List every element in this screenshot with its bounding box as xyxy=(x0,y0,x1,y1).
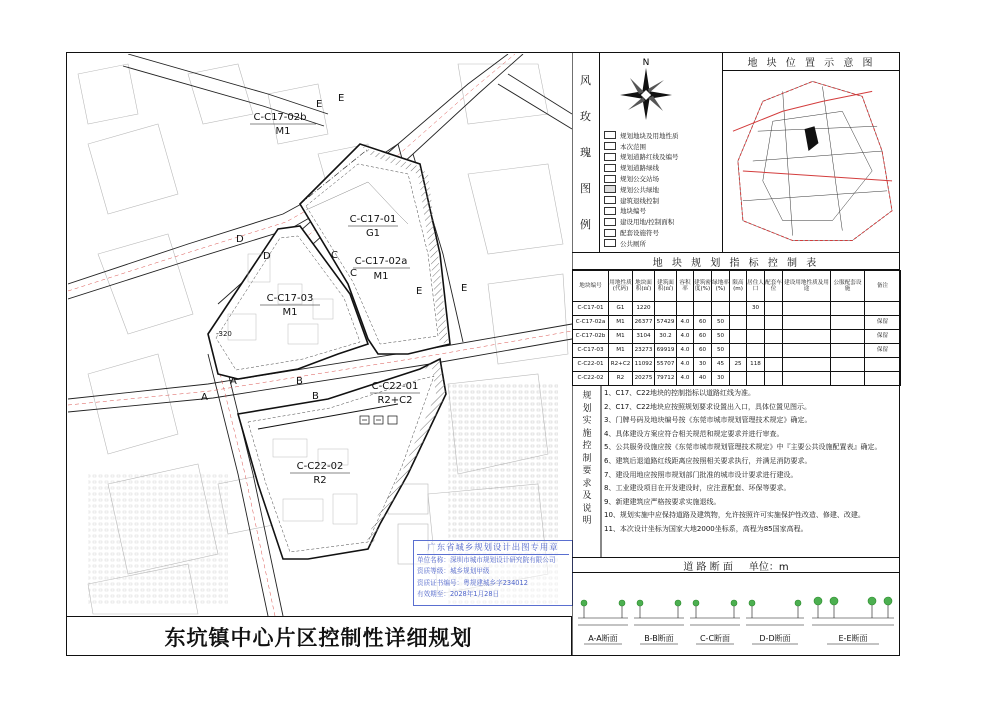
road-label-b2: B xyxy=(312,391,319,402)
legend-item: 规划道路绿线 xyxy=(604,162,714,173)
table-row: C-C17-01 G1 1220 30 xyxy=(573,302,901,316)
legend-item: 规划道路红线及编号 xyxy=(604,152,714,163)
legend-item: 地块编号 xyxy=(604,206,714,217)
note-item: 7、建设用地应按照市规划部门批准的城市设计要求进行建设。 xyxy=(604,470,798,479)
road-label-c1: C xyxy=(331,250,338,261)
road-label-a2: A xyxy=(230,376,237,387)
table-header: 用地性质(代码) xyxy=(609,271,633,302)
legend-item: 本次范围 xyxy=(604,141,714,152)
legend-swatch-icon xyxy=(604,185,616,193)
legend-title-char: 风 xyxy=(580,74,591,87)
road-label-d2: D xyxy=(263,251,271,262)
indicator-table xyxy=(572,270,901,386)
site-location-marker xyxy=(805,126,819,151)
notes-label-column xyxy=(576,390,598,528)
parcel-use-c17-02a: M1 xyxy=(373,271,389,282)
notes-label-char: 划 xyxy=(582,403,592,414)
parcel-code-c22-02: C-C22-02 xyxy=(296,461,344,472)
road-section-header xyxy=(572,557,900,573)
table-row: C-C22-02 R2 20275 79712 4.0 40 30 xyxy=(573,372,901,386)
parcel-use-c17-02b: M1 xyxy=(275,126,291,137)
table-header: 建筑面积(㎡) xyxy=(655,271,677,302)
table-row: C-C22-01 R2+C2 11092 55707 4.0 30 45 25 118 xyxy=(573,358,901,372)
table-header: 公服配套设施 xyxy=(831,271,865,302)
stamp-line: 有效期至：2028年1月28日 xyxy=(417,590,500,598)
road-label-e2: E xyxy=(338,93,345,104)
legend-title-char: 瑰 xyxy=(580,146,591,159)
design-stamp xyxy=(413,540,573,606)
notes-divider xyxy=(600,385,602,557)
road-section-label-dd: D-D断面 xyxy=(759,634,791,643)
legend-title-column xyxy=(572,52,600,252)
note-item: 6、建筑后退道路红线距离应按照相关要求执行，并满足消防要求。 xyxy=(604,456,812,465)
legend-swatch-icon xyxy=(604,131,616,139)
table-header-row xyxy=(573,271,901,302)
legend-swatch-icon xyxy=(604,164,616,172)
legend-swatch-icon xyxy=(604,229,616,237)
note-item: 4、具体建设方案应符合相关规范和规定要求并进行审查。 xyxy=(604,429,784,438)
road-section-title: 道 路 断 面 xyxy=(683,561,733,573)
road-label-e3: E xyxy=(416,286,423,297)
legend-swatch-icon xyxy=(604,239,616,247)
table-header: 建设用地性质及用途 xyxy=(783,271,831,302)
elevation-label: -320 xyxy=(216,330,232,338)
road-section-unit: 单位：m xyxy=(748,561,789,573)
legend-item: 规划公交站场 xyxy=(604,173,714,184)
location-map-title: 地 块 位 置 示 意 图 xyxy=(722,52,900,71)
parcel-use-c17-03: M1 xyxy=(282,307,298,318)
road-label-b1: B xyxy=(296,376,303,387)
stamp-title: 广东省城乡规划设计出图专用章 xyxy=(417,542,569,555)
planning-map xyxy=(68,54,572,616)
note-item: 8、工业建设项目在开发建设时，应注意配套、环保等要求。 xyxy=(604,484,791,493)
road-section-drawings xyxy=(572,573,900,656)
notes-label-char: 说 xyxy=(582,503,592,514)
north-label: N xyxy=(642,58,650,68)
title-block xyxy=(66,616,572,656)
legend-item: 配套设施符号 xyxy=(604,227,714,238)
legend-swatch-icon xyxy=(604,142,616,150)
table-header: 备注 xyxy=(865,271,901,302)
table-row: C-C17-03 M1 23273 69919 4.0 60 50 保留 xyxy=(573,344,901,358)
location-map xyxy=(722,71,900,252)
stamp-line: 资质证书编号：粤规建城乡字234012 xyxy=(417,578,528,587)
notes-label-char: 明 xyxy=(582,516,592,526)
notes-label-char: 求 xyxy=(582,478,592,489)
notes-label-char: 规 xyxy=(582,391,592,401)
drawing-title: 东坑镇中心片区控制性详细规划 xyxy=(164,625,473,650)
note-item: 11、本次设计坐标为国家大地2000坐标系，高程为85国家高程。 xyxy=(604,524,808,533)
legend-item: 公共厕所 xyxy=(604,238,714,249)
table-header: 配套车位 xyxy=(765,271,783,302)
legend-swatch-icon xyxy=(604,153,616,161)
table-header: 地块编号 xyxy=(573,271,609,302)
legend-title-char: 例 xyxy=(580,218,591,231)
legend-swatch-icon xyxy=(604,218,616,226)
stamp-line: 单位名称：深圳市城市规划设计研究院有限公司 xyxy=(417,555,556,564)
parcel-code-c17-02a: C-C17-02a xyxy=(354,256,408,267)
notes-label-char: 控 xyxy=(582,441,592,451)
legend-item: 规划地块及用地性质 xyxy=(604,130,714,141)
road-label-e1: E xyxy=(316,99,323,110)
notes-label-char: 实 xyxy=(582,416,592,426)
table-header: 容积率 xyxy=(677,271,694,302)
road-label-a1: A xyxy=(201,392,208,403)
table-header: 限高(m) xyxy=(730,271,747,302)
parcel-use-c17-01: G1 xyxy=(365,228,381,239)
note-item: 10、规划实施中应保持道路及建筑物，允许按照许可实施保护性改造、修建、改建。 xyxy=(604,511,865,520)
road-section-label-bb: B-B断面 xyxy=(644,634,674,643)
legend-title-char: 图 xyxy=(580,182,591,195)
road-label-c2: C xyxy=(350,268,357,279)
notes-label-char: 制 xyxy=(582,453,592,464)
road-section-label-aa: A-A断面 xyxy=(588,634,618,643)
note-item: 3、门牌号码及地块编号按《东莞市城市规划管理技术规定》确定。 xyxy=(604,416,812,425)
road-section-label-cc: C-C断面 xyxy=(699,634,731,643)
parcel-code-c17-02b: C-C17-02b xyxy=(253,112,307,123)
legend-item: 建设用地/控制面积 xyxy=(604,216,714,227)
table-row: C-C17-02a M1 26377 57429 4.0 60 50 保留 xyxy=(573,316,901,330)
parcel-code-c17-01: C-C17-01 xyxy=(349,214,397,225)
notes-label-char: 施 xyxy=(582,428,592,439)
parcel-code-c17-03: C-C17-03 xyxy=(266,293,314,304)
note-item: 2、C17、C22地块应按照规划要求设置出入口，具体位置见图示。 xyxy=(604,402,812,411)
table-header: 居住人口 xyxy=(747,271,765,302)
parcel-use-c22-01: R2+C2 xyxy=(377,395,413,406)
road-label-d1: D xyxy=(236,234,244,245)
notes-label-char: 要 xyxy=(582,466,592,476)
note-item: 1、C17、C22地块的控制指标以道路红线为准。 xyxy=(604,389,756,397)
legend-list xyxy=(604,130,714,249)
legend-swatch-icon xyxy=(604,207,616,215)
parcel-use-c22-02: R2 xyxy=(313,475,327,486)
stamp-line: 资质等级：城乡规划甲级 xyxy=(417,567,490,575)
notes-label-char: 及 xyxy=(582,491,592,501)
table-header: 绿地率(%) xyxy=(712,271,730,302)
table-header: 建筑密度(%) xyxy=(694,271,712,302)
legend-item: 规划公共绿地 xyxy=(604,184,714,195)
legend-swatch-icon xyxy=(604,175,616,183)
notes-list xyxy=(604,387,896,537)
table-header: 地块面积(㎡) xyxy=(633,271,655,302)
legend-swatch-icon xyxy=(604,196,616,204)
legend-title-char: 玫 xyxy=(580,110,591,123)
legend-item: 建筑退线控制 xyxy=(604,195,714,206)
parcel-code-c22-01: C-C22-01 xyxy=(371,381,419,392)
north-arrow-icon xyxy=(608,56,684,134)
road-label-e4: E xyxy=(461,283,468,294)
note-item: 5、公共服务设施应按《东莞市城市规划管理技术规定》中『主要公共设施配置表』确定。 xyxy=(604,443,882,452)
note-item: 9、新建建筑应严格按要求实施退线。 xyxy=(604,497,721,506)
table-row: C-C17-02b M1 3104 30.2 4.0 60 50 保留 xyxy=(573,330,901,344)
road-section-label-ee: E-E断面 xyxy=(838,634,868,643)
indicator-table-title: 地 块 规 划 指 标 控 制 表 xyxy=(572,252,900,270)
